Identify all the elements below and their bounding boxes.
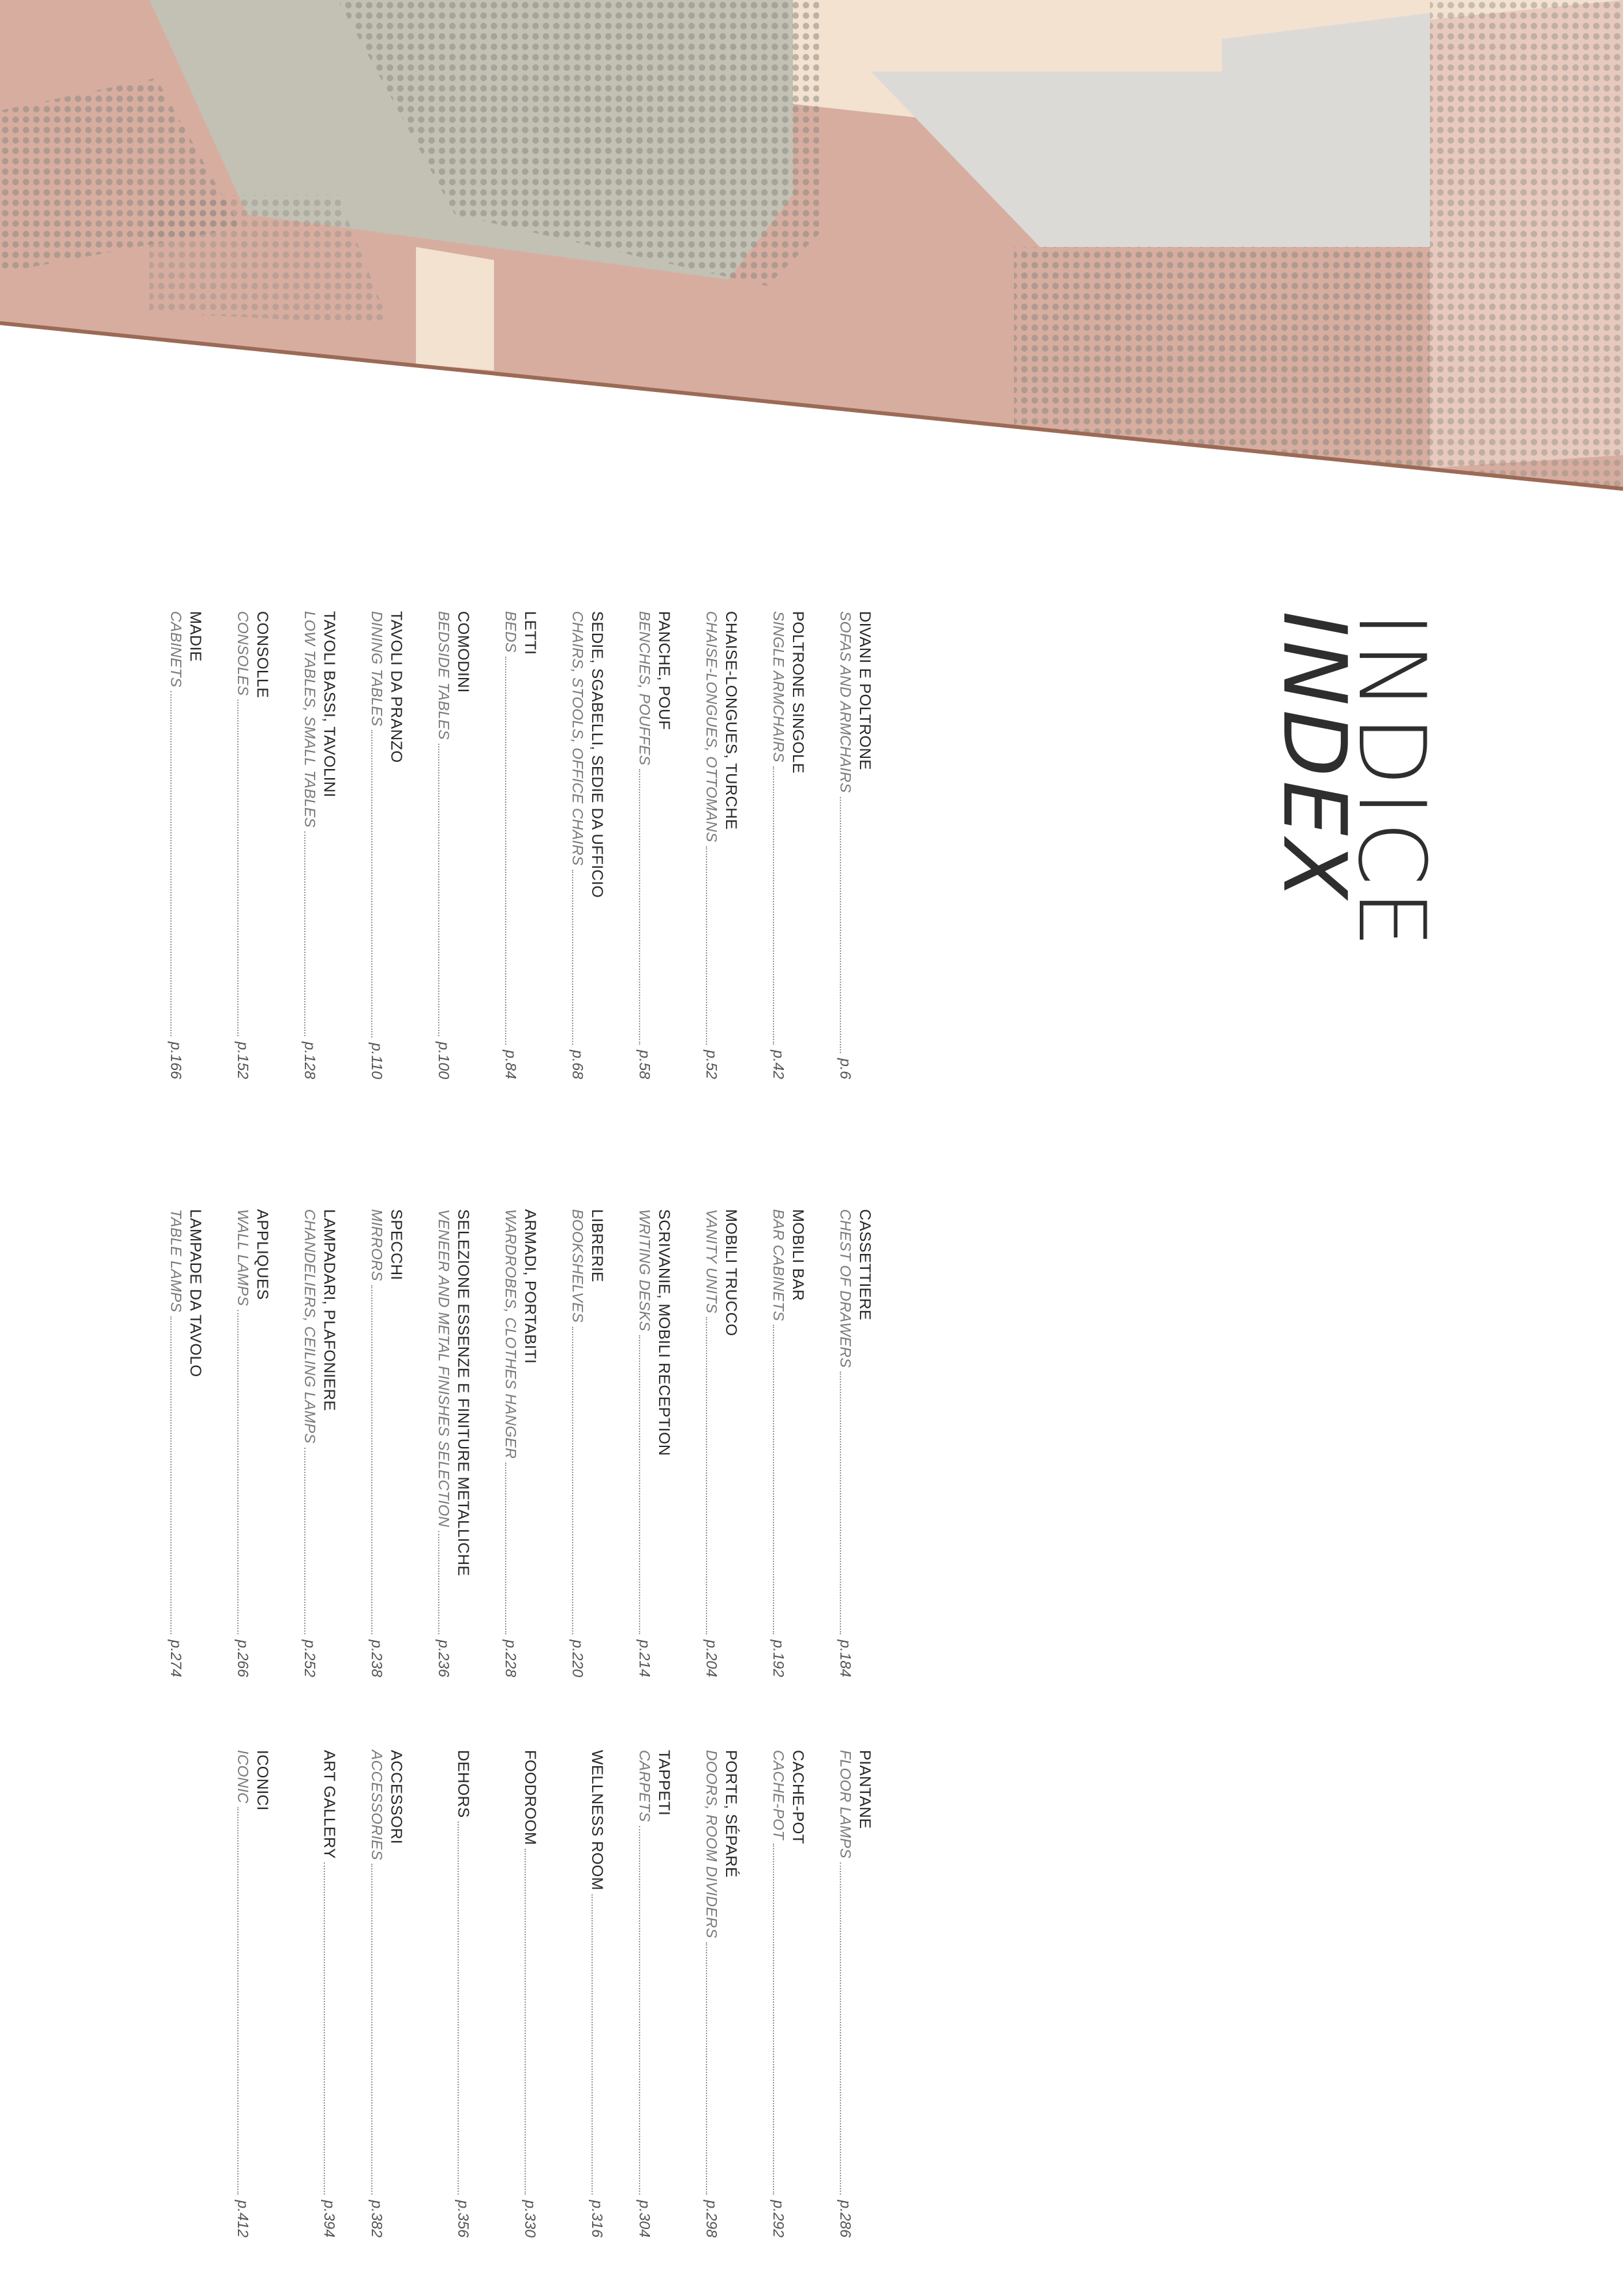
entry-title: ART GALLERY (320, 1750, 338, 1859)
entry-title: WELLNESS ROOM (588, 1750, 606, 1890)
entry-title-it: PANCHE, POUF (655, 611, 673, 731)
entry-title-en: TABLE LAMPS (168, 1209, 185, 1312)
entry-title-it: MOBILI BAR (789, 1209, 807, 1301)
entry-title-en: CACHE-POT (770, 1750, 787, 1840)
page-number: p.100 (435, 1041, 452, 1079)
entry-row (568, 611, 587, 1079)
page-number: p.252 (302, 1639, 318, 1677)
page-number: p.394 (321, 2200, 338, 2237)
entry-row (434, 611, 453, 1079)
entry-title-en: BEDSIDE TABLES (435, 611, 452, 740)
entry-title-en: BEDS (502, 611, 519, 653)
entry-title-en: VANITY UNITS (703, 1209, 720, 1314)
entry-row (702, 1750, 721, 2237)
entry-title-it: SEDIE, SGABELLI, SEDIE DA UFFICIO (588, 611, 606, 898)
dot-leader (591, 1894, 593, 2195)
page-number: p.6 (837, 1058, 854, 1079)
page-number: p.68 (569, 1050, 586, 1079)
index-entry[interactable] (406, 611, 473, 1079)
entry-row (501, 611, 520, 1079)
index-entry[interactable] (473, 1209, 539, 1677)
dot-leader (324, 1862, 326, 2195)
entry-title-it: PIANTANE (856, 1750, 874, 1829)
entry-title-it: POLTRONE SINGOLE (789, 611, 807, 774)
entry-title-en: WRITING DESKS (636, 1209, 653, 1331)
entry-row (769, 1209, 788, 1677)
entry-title-it: APPLIQUES (253, 1209, 271, 1300)
index-column-1 (138, 611, 874, 1079)
dot-leader (706, 1942, 708, 2195)
entry-title-it: SCRIVANIE, MOBILI RECEPTION (655, 1209, 673, 1456)
index-entry[interactable] (138, 611, 205, 1079)
entry-title-it: TAVOLI BASSI, TAVOLINI (320, 611, 338, 798)
dot-leader (237, 1807, 239, 2195)
dot-leader (840, 797, 842, 1053)
dot-leader (773, 766, 775, 1045)
entry-row (635, 611, 654, 1079)
index-entry[interactable] (138, 1209, 205, 1677)
dot-leader (371, 730, 373, 1037)
entry-title-it: SELEZIONE ESSENZE E FINITURE METALLICHE (454, 1209, 472, 1576)
page-number: p.128 (302, 1041, 318, 1079)
index-entry[interactable] (606, 611, 673, 1079)
entry-row (635, 1750, 654, 2237)
index-entry[interactable] (740, 1750, 807, 2237)
entry-title: FOODROOM (521, 1750, 539, 1846)
entry-title-it: CONSOLLE (253, 611, 271, 698)
entry-row (769, 1750, 788, 2237)
entry-row (166, 1209, 185, 1677)
page-number: p.192 (770, 1639, 787, 1677)
dot-leader (840, 1862, 842, 2195)
page-number: p.110 (369, 1043, 385, 1079)
entry-title-en: MIRRORS (369, 1209, 385, 1281)
page-number: p.184 (837, 1639, 854, 1677)
dot-leader (304, 1448, 306, 1635)
page-number: p.266 (235, 1639, 252, 1677)
index-entry[interactable] (339, 1209, 406, 1677)
entry-title-en: SINGLE ARMCHAIRS (770, 611, 787, 763)
index-entry[interactable] (272, 611, 339, 1079)
dot-leader (706, 846, 708, 1045)
dot-leader (773, 1325, 775, 1634)
dot-leader (639, 1826, 641, 2195)
entry-row (233, 1750, 252, 2237)
entry-title-it: MADIE (187, 611, 204, 662)
entry-title-en: CONSOLES (235, 611, 252, 696)
page-number: p.286 (837, 2200, 854, 2237)
entry-title-en: SOFAS AND ARMCHAIRS (837, 611, 854, 793)
dot-leader (438, 744, 440, 1036)
entry-title-en: ACCESSORIES (369, 1750, 385, 1860)
page-number: p.52 (703, 1050, 720, 1079)
index-entry[interactable] (539, 1209, 606, 1677)
page-number: p.236 (435, 1639, 452, 1677)
entry-row (367, 611, 386, 1079)
entry-row (300, 1209, 319, 1677)
entry-title-en: CHAISE-LONGUES, OTTOMANS (703, 611, 720, 842)
entry-title-it: LIBRERIE (588, 1209, 606, 1283)
entry-title-en: DOORS, ROOM DIVIDERS (703, 1750, 720, 1938)
index-entry[interactable] (205, 1209, 272, 1677)
entry-title-en: BENCHES, POUFFES (636, 611, 653, 766)
index-entry[interactable] (606, 1750, 673, 2237)
dot-leader (572, 870, 574, 1045)
index-entry[interactable] (339, 611, 406, 1079)
dot-leader (525, 1849, 526, 2195)
entry-row (454, 1750, 473, 2237)
index-entry[interactable] (673, 1209, 740, 1677)
index-title-it: INDICE (1338, 611, 1445, 952)
index-entry[interactable] (673, 611, 740, 1079)
entry-row (501, 1209, 520, 1677)
page-number: p.298 (703, 2200, 720, 2237)
entry-title-en: CHANDELIERS, CEILING LAMPS (302, 1209, 318, 1444)
entry-title-it: LETTI (521, 611, 539, 655)
entry-title-it: PORTE, SÉPARÉ (722, 1750, 740, 1878)
entry-row (521, 1750, 539, 2237)
entry-row (568, 1209, 587, 1677)
page-number: p.304 (636, 2200, 653, 2237)
page-number: p.84 (502, 1050, 519, 1079)
dot-leader (371, 1864, 373, 2195)
entry-title-en: LOW TABLES, SMALL TABLES (302, 611, 318, 828)
index-entry[interactable] (406, 1209, 473, 1677)
index-entry[interactable] (539, 611, 606, 1079)
index-entry[interactable] (272, 1209, 339, 1677)
dot-leader (371, 1285, 373, 1635)
page-number: p.58 (636, 1050, 653, 1079)
entry-title-it: DIVANI E POLTRONE (856, 611, 874, 770)
entry-title-en: CHEST OF DRAWERS (837, 1209, 854, 1368)
entry-title-it: ACCESSORI (387, 1750, 405, 1844)
page-number: p.274 (168, 1639, 185, 1677)
page-number: p.238 (369, 1639, 385, 1677)
entry-row (300, 611, 319, 1079)
page-number: p.292 (770, 2200, 787, 2237)
entry-row (320, 1750, 339, 2237)
entry-title-it: TAPPETI (655, 1750, 673, 1816)
index-entry[interactable] (740, 611, 807, 1079)
entry-title-en: ICONIC (235, 1750, 252, 1804)
index-entry[interactable] (539, 1750, 606, 2237)
index-column-3 (205, 1750, 874, 2237)
page-number: p.166 (168, 1041, 185, 1079)
dot-leader (237, 699, 239, 1036)
index-column-2 (138, 1209, 874, 1677)
index-entry[interactable] (673, 1750, 740, 2237)
page-number: p.316 (589, 2200, 606, 2237)
index-entry[interactable] (272, 1750, 339, 2237)
index-entry[interactable] (740, 1209, 807, 1677)
dot-leader (840, 1372, 842, 1634)
page-number: p.228 (502, 1639, 519, 1677)
index-entry[interactable] (807, 611, 874, 1079)
dot-leader (170, 1316, 172, 1635)
entry-title-en: BAR CABINETS (770, 1209, 787, 1322)
dot-leader (639, 769, 641, 1045)
index-title-en: INDEX (1264, 611, 1365, 904)
entry-title-en: FLOOR LAMPS (837, 1750, 854, 1859)
index-entry[interactable] (473, 611, 539, 1079)
index-entry[interactable] (339, 1750, 406, 2237)
entry-row (836, 611, 855, 1079)
dot-leader (505, 657, 507, 1045)
dot-leader (438, 1531, 440, 1634)
index-entry[interactable] (205, 611, 272, 1079)
entry-row (367, 1750, 386, 2237)
index-entry[interactable] (205, 1750, 272, 2237)
dot-leader (170, 691, 172, 1036)
entry-title-en: BOOKSHELVES (569, 1209, 586, 1323)
entry-row (836, 1750, 855, 2237)
page-number: p.42 (770, 1050, 787, 1079)
entry-title-it: CASSETTIERE (856, 1209, 874, 1321)
entry-row (769, 611, 788, 1079)
entry-title-it: CACHE-POT (789, 1750, 807, 1844)
entry-row (635, 1209, 654, 1677)
index-entry[interactable] (473, 1750, 539, 2237)
entry-title-it: ICONICI (253, 1750, 271, 1811)
page-number: p.330 (522, 2200, 539, 2237)
page-number: p.382 (369, 2200, 385, 2237)
index-entry[interactable] (807, 1209, 874, 1677)
entry-title-it: TAVOLI DA PRANZO (387, 611, 405, 763)
page-number: p.204 (703, 1639, 720, 1677)
dot-leader (773, 1844, 775, 2195)
page-number: p.220 (569, 1639, 586, 1677)
entry-row (233, 1209, 252, 1677)
entry-title-it: CHAISE-LONGUES, TURCHE (722, 611, 740, 830)
entry-title-it: MOBILI TRUCCO (722, 1209, 740, 1337)
dot-leader (572, 1327, 574, 1635)
dot-leader (458, 1821, 460, 2195)
index-entry[interactable] (406, 1750, 473, 2237)
dot-leader (706, 1317, 708, 1634)
page-number: p.412 (235, 2200, 252, 2237)
entry-title-en: DINING TABLES (369, 611, 385, 727)
entry-title: DEHORS (454, 1750, 472, 1818)
entry-title-en: CARPETS (636, 1750, 653, 1822)
entry-title-it: COMODINI (454, 611, 472, 693)
entry-title-it: LAMPADE DA TAVOLO (187, 1209, 204, 1377)
entry-title-en: CHAIRS, STOOLS, OFFICE CHAIRS (569, 611, 586, 866)
page-number: p.214 (636, 1639, 653, 1677)
entry-title-it: SPECCHI (387, 1209, 405, 1281)
entry-row (166, 611, 185, 1079)
dot-leader (304, 831, 306, 1036)
entry-title-it: LAMPADARI, PLAFONIERE (320, 1209, 338, 1411)
entry-row (233, 611, 252, 1079)
entry-row (702, 611, 721, 1079)
entry-title-en: WALL LAMPS (235, 1209, 252, 1307)
entry-row (367, 1209, 386, 1677)
page-number: p.356 (455, 2200, 472, 2237)
entry-title-it: ARMADI, PORTABITI (521, 1209, 539, 1364)
entry-row (588, 1750, 606, 2237)
page-number: p.152 (235, 1041, 252, 1079)
dot-leader (237, 1310, 239, 1634)
entry-row (836, 1209, 855, 1677)
index-entry[interactable] (606, 1209, 673, 1677)
entry-title-en: VENEER AND METAL FINISHES SELECTION (435, 1209, 452, 1528)
dot-leader (639, 1335, 641, 1635)
entry-row (702, 1209, 721, 1677)
index-entry[interactable] (807, 1750, 874, 2237)
entry-row (434, 1209, 453, 1677)
dot-leader (505, 1463, 507, 1634)
entry-title-en: WARDROBES, CLOTHES HANGER (502, 1209, 519, 1459)
entry-title-en: CABINETS (168, 611, 185, 688)
